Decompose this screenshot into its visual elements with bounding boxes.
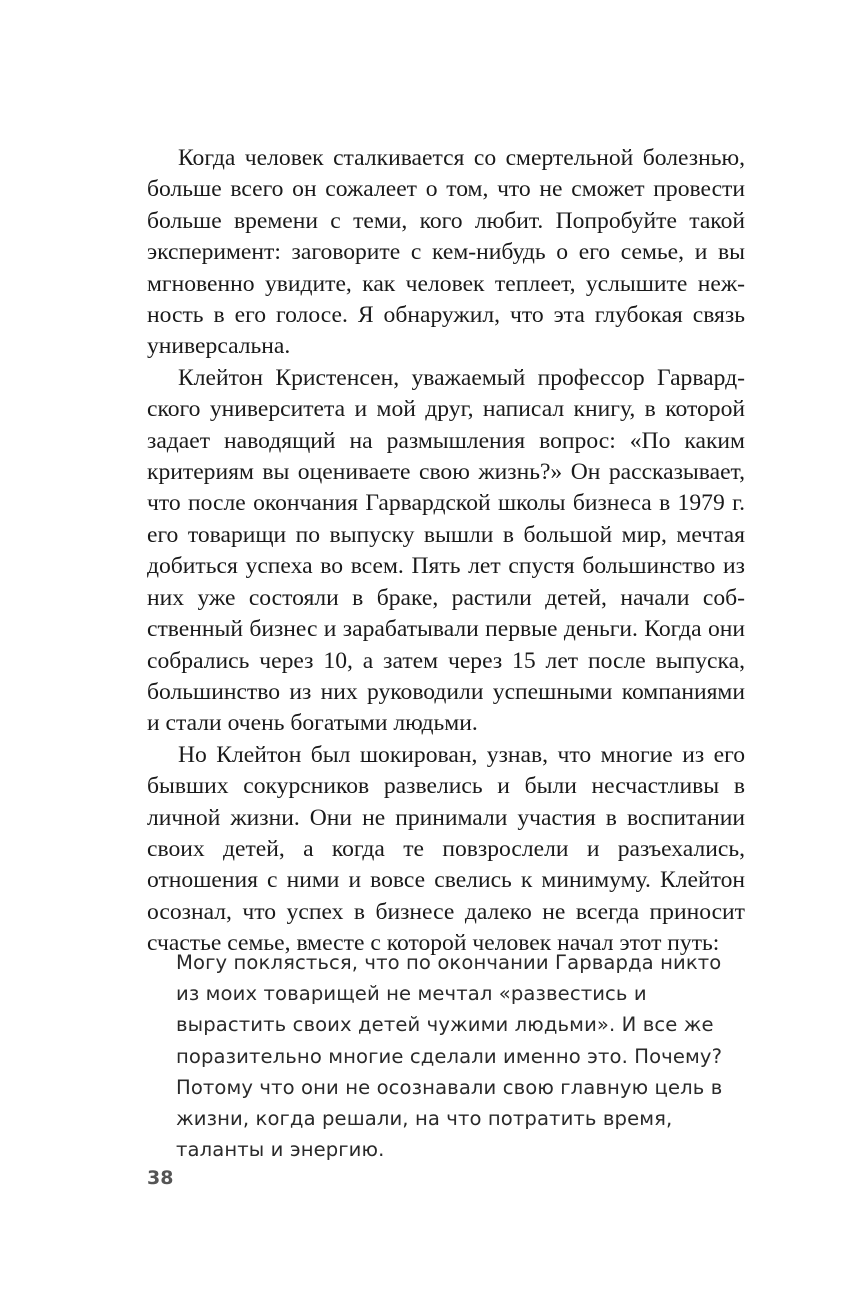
main-text: [147, 143, 745, 960]
quote-text: Могу поклясться, что по окончании Гарварда никто из моих товарищей не мечтал «развестись и вырастить своих детей чужими людьми». И все же поразительно многие сделали именно это. Почему? Потому что они не осознавали свою главную цель в жизни, когда решали, на что потратить время, таланты и энергию.: [176, 951, 723, 1162]
paragraph-2: Клейтон Кристенсен, уважаемый профессор Гарвардского университета и мой друг, написал книгу, в которой задает наводящий на размышления вопрос: «По каким критериям вы оцениваете свою жизнь?» Он рассказывает, что после окончания Гарвардской школы бизнеса в 1979 г. его товарищи по выпуску вышли в большой мир, мечтая добиться успеха во всем. Пять лет спустя большинство из них уже состояли в браке, растили детей, начали собственный бизнес и зарабатывали первые деньги. Когда они собрались через 10, а затем через 15 лет после выпуска, большинство из них руководили успешными компаниями и стали очень богатыми людьми.: [147, 364, 745, 737]
page-number: 38: [147, 1167, 174, 1189]
paragraph-1: Когда человек сталкивается со смертельной болезнью, больше всего он сожалеет о том, что не сможет провести больше времени с теми, кого любит. Попробуйте такой эксперимент: заговорите с кем-нибудь о его семье, и вы мгновенно увидите, как человек теплеет, услышите нежность в его голосе. Я обнаружил, что эта глубокая связь универсальна.: [147, 145, 745, 360]
paragraph-3: Но Клейтон был шокирован, узнав, что многие из его бывших сокурсников развелись и были несчастливы в личной жизни. Они не принимали участия в воспитании своих детей, а когда те повзрослели и разъехались, отношения с ними и вовсе свелись к минимуму. Клейтон осознал, что успех в бизнесе далеко не всегда приносит счастье семье, вместе с которой человек начал этот путь:: [147, 741, 745, 957]
block-quote: [176, 947, 736, 1165]
